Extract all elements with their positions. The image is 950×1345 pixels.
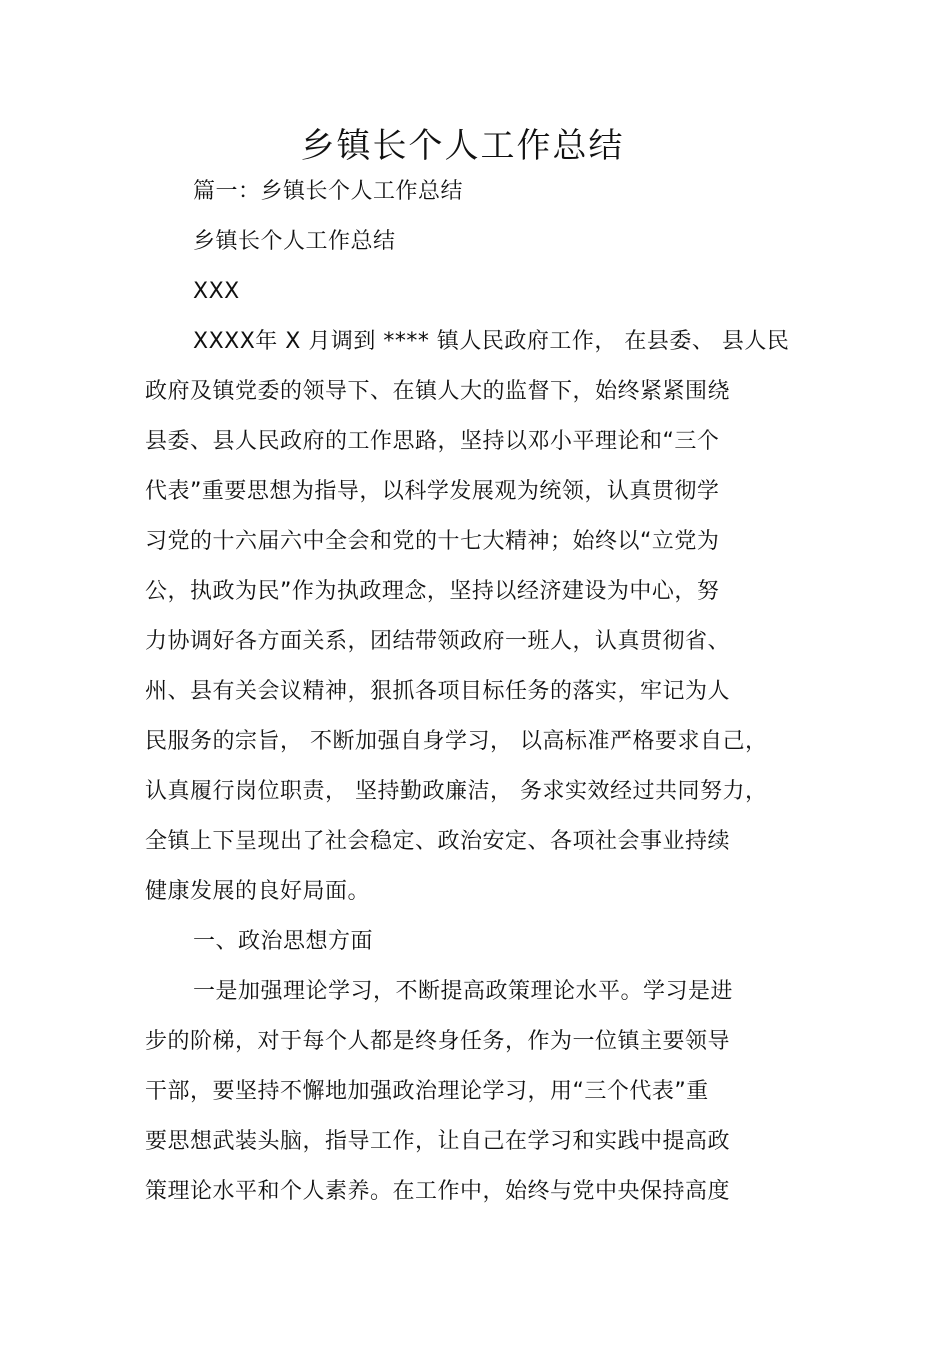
- paragraph-line: 认真履行岗位职责， 坚持勤政廉洁， 务求实效经过共同努力，: [145, 779, 768, 804]
- paragraph-line: 健康发展的良好局面。: [145, 879, 371, 904]
- paragraph-line: 一是加强理论学习，不断提高政策理论水平。学习是进: [193, 979, 734, 1004]
- subtitle: 乡镇长个人工作总结: [193, 229, 396, 254]
- document-title: 乡镇长个人工作总结: [300, 126, 625, 166]
- author: XXX: [193, 279, 240, 304]
- paragraph-line: 全镇上下呈现出了社会稳定、政治安定、各项社会事业持续: [145, 829, 731, 854]
- paragraph-line: XXXX年 X 月调到 **** 镇人民政府工作， 在县委、 县人民: [193, 329, 790, 354]
- paragraph-line: 县委、县人民政府的工作思路，坚持以邓小平理论和“三个: [145, 429, 720, 454]
- paragraph-line: 代表”重要思想为指导，以科学发展观为统领，认真贯彻学: [145, 479, 720, 504]
- paragraph-line: 干部，要坚持不懈地加强政治理论学习，用“三个代表”重: [145, 1079, 709, 1104]
- paragraph-line: 要思想武装头脑，指导工作，让自己在学习和实践中提高政: [145, 1129, 731, 1154]
- paragraph-line: 力协调好各方面关系，团结带领政府一班人，认真贯彻省、: [145, 629, 731, 654]
- paragraph-line: 政府及镇党委的领导下、在镇人大的监督下，始终紧紧围绕: [145, 379, 731, 404]
- paragraph-line: 策理论水平和个人素养。在工作中，始终与党中央保持高度: [145, 1179, 731, 1204]
- paragraph-line: 步的阶梯，对于每个人都是终身任务，作为一位镇主要领导: [145, 1029, 731, 1054]
- paragraph-line: 州、县有关会议精神，狠抓各项目标任务的落实，牢记为人: [145, 679, 731, 704]
- paragraph-line: 习党的十六届六中全会和党的十七大精神；始终以“立党为: [145, 529, 720, 554]
- paragraph-line: 民服务的宗旨， 不断加强自身学习， 以高标准严格要求自己，: [145, 729, 768, 754]
- section-heading: 一、政治思想方面: [193, 929, 374, 954]
- paragraph-line: 公，执政为民”作为执政理念，坚持以经济建设为中心，努: [145, 579, 720, 604]
- section-heading: 篇一：乡镇长个人工作总结: [193, 179, 464, 204]
